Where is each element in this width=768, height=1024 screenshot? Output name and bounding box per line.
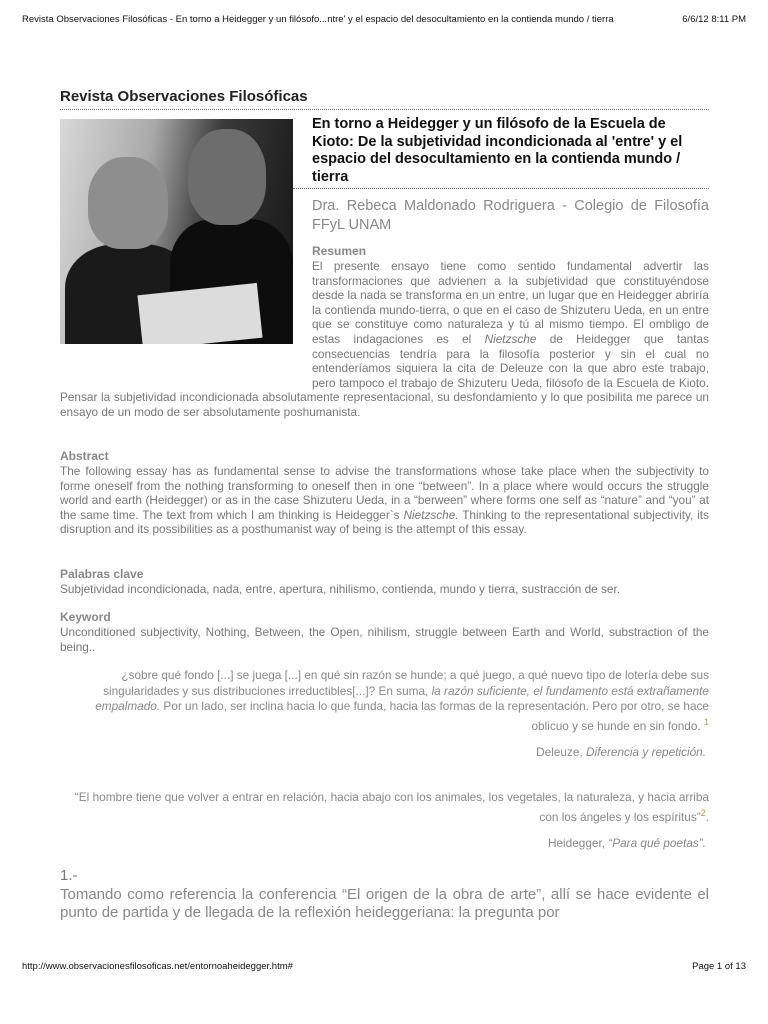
abstract-label: Abstract [60, 449, 109, 463]
print-header [22, 14, 746, 30]
article-title: En torno a Heidegger y un filósofo de la Escuela de Kioto: De la subjetividad incondicionada al 'entre' y el espacio del desocultamiento en la contienda mundo / tierra [312, 116, 683, 185]
palabras-clave-text: Subjetividad incondicionada, nada, entre, apertura, nihilismo, contienda, mundo y tierra, sustracción de ser. [60, 582, 621, 596]
keyword-section [60, 610, 709, 654]
article-author: Dra. Rebeca Maldonado Rodriguera - Colegio de Filosofía FFyL UNAM [312, 198, 709, 233]
resumen-label: Resumen [312, 244, 367, 258]
heidegger-quote: “El hombre tiene que volver a entrar en relación, hacia abajo con los animales, los vegetales, la naturaleza, y hacia arriba con los ángeles y los espíritus”$^2$. [74, 790, 709, 824]
heidegger-citation: Heidegger, “Para qué poetas”. [547, 836, 706, 850]
footnote-link-2[interactable]: 2 [700, 807, 706, 818]
article-title-block [293, 116, 709, 189]
resumen-text: El presente ensayo tiene como sentido fundamental advertir las transformaciones que advienen a la subjetividad que constituyéndose desde la nada se transforma en un entre, un lugar que en Heidegger abriría la contienda mundo-tierra, o que en el caso de Shizuteru Ueda, en un entre que se constituye como naturaleza y tú al mismo tiempo. El ombligo de estas indagaciones es el Nietzsche de Heidegger que tantas consecuencias tendría para la filosofía posterior y sin el cual no entenderíamos siquiera la cita de Deleuze con la que abro este trabajo, pero tampoco el trabajo de Shizuteru Ueda, filósofo de la Escuela de Kioto. Pensar la subjetividad incondicionada absolutamente representacional, su desfondamiento y lo que posibilita me parece un ensayo de un modo de ser absolutamente poshumanista. [60, 259, 709, 419]
resumen-section [60, 244, 709, 420]
keyword-label: Keyword [60, 610, 111, 624]
deleuze-quote: ¿sobre qué fondo [...] se juega [...] en qué sin razón se hunde; a qué juego, a qué nuevo tipo de lotería debe sus singularidades y sus distribuciones irreductibles[...]? En suma, la razón suficiente, el fundamento está extrañamente empalmado. Por un lado, ser inclina hacia lo que funda, hacia las formas de la representación. Pero por otro, se hace oblicuo y se hunde en sin fondo. $^1$ [95, 668, 709, 733]
section-number: 1.- [60, 867, 78, 884]
article-content [60, 86, 709, 921]
print-footer-url: http://www.observacionesfilosoficas.net/entornoaheidegger.htm# [22, 961, 293, 972]
palabras-clave-label: Palabras clave [60, 567, 144, 581]
section-body-text: Tomando como referencia la conferencia “El origen de la obra de arte”, allí se hace evidente el punto de partida y de llegada de la reflexión heideggeriana: la pregunta por [60, 886, 709, 921]
abstract-text: The following essay has as fundamental sense to advise the transformations whose take place when the subjectivity to forme oneself from the nothing transforming to oneself then in one “between”. In a place where would occurs the struggle world and earth (Heidegger) or as in the case Shizuteru Ueda, in a “berween” where forms one self as “nature” and “you” at the same time. The text from which I am thinking is Heidegger`s Nietzsche. Thinking to the representational subjectivity, its disruption and its possibilities as a posthumanist way of being is the attempt of this essay. [60, 464, 709, 537]
deleuze-citation: Deleuze, Diferencia y repetición. [536, 745, 706, 759]
print-header-date: 6/6/12 8:11 PM [682, 14, 746, 25]
footnote-link-1[interactable]: 1 [703, 716, 709, 727]
site-title[interactable]: Revista Observaciones Filosóficas [60, 86, 709, 110]
palabras-clave-section [60, 567, 709, 597]
keyword-text: Unconditioned subjectivity, Nothing, Between, the Open, nihilism, struggle between Earth and World, substraction of the being.. [60, 625, 709, 654]
print-footer [22, 961, 746, 975]
print-header-title: Revista Observaciones Filosóficas - En torno a Heidegger y un filósofo...ntre' y el espacio del desocultamiento en la contienda mundo / tierra [22, 14, 614, 25]
abstract-section [60, 449, 709, 537]
print-footer-page-number: Page 1 of 13 [692, 961, 746, 972]
